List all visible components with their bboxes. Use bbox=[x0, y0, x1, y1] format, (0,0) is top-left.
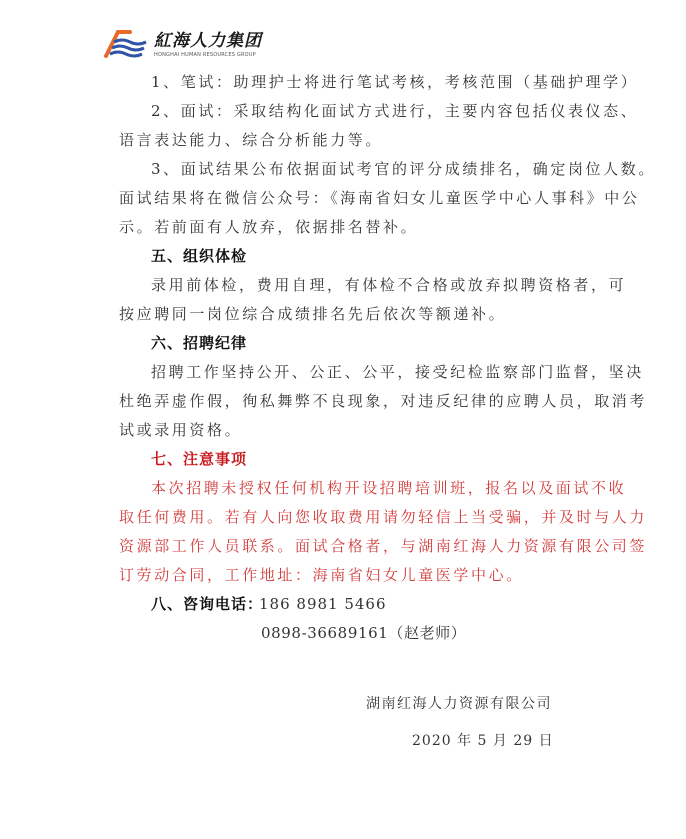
contact-phone-landline: 0898-36689161（赵老师） bbox=[261, 624, 467, 642]
interview-item-line2: 语言表达能力、综合分析能力等。 bbox=[119, 131, 384, 149]
contact-phone-mobile: 186 8981 5466 bbox=[259, 595, 387, 613]
company-logo bbox=[100, 26, 280, 64]
written-test-item: 1、笔试：助理护士将进行笔试考核，考核范围（基础护理学） bbox=[151, 73, 639, 91]
contact-row bbox=[119, 590, 599, 619]
physical-exam-line1: 录用前体检，费用自理，有体检不合格或放弃拟聘资格者，可 bbox=[151, 276, 627, 294]
notice-line2: 取任何费用。若有人向您收取费用请勿轻信上当受骗，并及时与人力 bbox=[119, 508, 648, 526]
result-item-line3: 示。若前面有人放弃，依据排名替补。 bbox=[119, 218, 419, 236]
signature-company: 湖南红海人力资源有限公司 bbox=[366, 696, 552, 712]
section-heading-contact: 八、咨询电话： bbox=[151, 595, 264, 613]
logo-emblem-icon bbox=[100, 28, 150, 62]
physical-exam-line2: 按应聘同一岗位综合成绩排名先后依次等额递补。 bbox=[119, 305, 507, 323]
interview-item-line1: 2、面试：采取结构化面试方式进行，主要内容包括仪表仪态、 bbox=[151, 102, 639, 120]
document-body bbox=[119, 68, 656, 648]
result-item-line1: 3、面试结果公布依据面试考官的评分成绩排名，确定岗位人数。 bbox=[151, 160, 656, 178]
result-item-line2: 面试结果将在微信公众号：《海南省妇女儿童医学中心人事科》中公 bbox=[119, 189, 640, 207]
discipline-line1: 招聘工作坚持公开、公正、公平，接受纪检监察部门监督，坚决 bbox=[151, 363, 644, 381]
logo-name-cn: 紅海人力集团 bbox=[154, 31, 262, 51]
section-heading-notice: 七、注意事项 bbox=[151, 450, 248, 468]
notice-line4: 订劳动合同，工作地址：海南省妇女儿童医学中心。 bbox=[119, 566, 524, 584]
discipline-line3: 试或录用资格。 bbox=[119, 421, 243, 439]
signature-date: 2020 年 5 月 29 日 bbox=[412, 733, 554, 749]
section-heading-physical-exam: 五、组织体检 bbox=[151, 247, 248, 265]
discipline-line2: 杜绝弄虚作假，徇私舞弊不良现象，对违反纪律的应聘人员，取消考 bbox=[119, 392, 648, 410]
logo-name-en: HONGHAI HUMAN RESOURCES GROUP bbox=[154, 52, 256, 58]
section-heading-discipline: 六、招聘纪律 bbox=[151, 334, 248, 352]
notice-line3: 资源部工作人员联系。面试合格者，与湖南红海人力资源有限公司签 bbox=[119, 537, 648, 555]
notice-line1: 本次招聘未授权任何机构开设招聘培训班，报名以及面试不收 bbox=[151, 479, 627, 497]
